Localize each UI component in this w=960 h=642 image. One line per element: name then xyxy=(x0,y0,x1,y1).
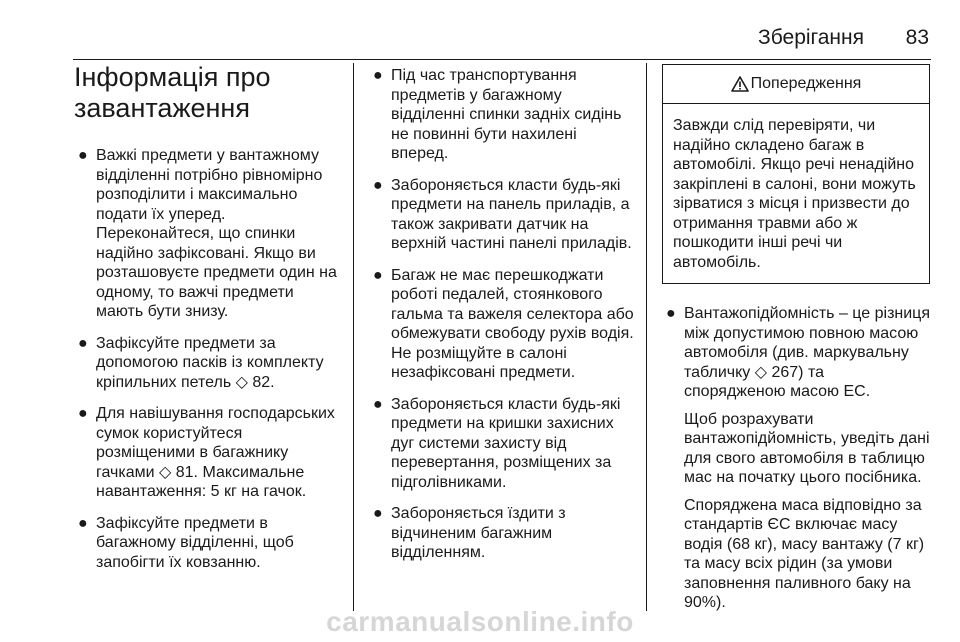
column-1 xyxy=(74,62,344,584)
list-item-text: Споряджена маса відповідно за стандартів ЄС включає масу водія (68 кг), масу вантажу (7 кг) та масу всіх рідин (за умови заповнення паливного баку на 90%). xyxy=(684,496,925,611)
warning-text: Завжди слід перевіряти, чи надійно складено багаж в автомобілі. Якщо речі ненадійно закріплені в салоні, вони можуть зірватися з місця і призвести до отримання травми або ж пошкодити інші речі чи автомобіль. xyxy=(673,117,916,271)
list-item-text: Під час транспортування предметів у багажному відділенні спинки задніх сидінь не повинні бути нахилені вперед. xyxy=(391,67,622,162)
list-item-text: Багаж не має перешкоджати роботі педалей, стоянкового гальма та важеля селектора або обмежувати свободу рухів водія. Не розміщуйте в салоні незафіксовані предмети. xyxy=(391,266,634,381)
list-item-text: Щоб розрахувати вантажопідйомність, уведіть дані для свого автомобіля в таблицю мас на початку цього посібника. xyxy=(684,410,930,486)
list-item xyxy=(369,504,637,563)
bullet-icon: ● xyxy=(78,147,88,164)
warning-header xyxy=(663,65,929,104)
column-divider-2 xyxy=(646,63,647,611)
watermark: carmanualsonline.info xyxy=(326,606,634,637)
bullet-list-2 xyxy=(369,66,637,563)
header-rule xyxy=(73,59,931,60)
list-item xyxy=(74,334,344,393)
bullet-icon: ● xyxy=(666,305,676,322)
list-item xyxy=(74,514,344,573)
bullet-icon: ● xyxy=(373,505,383,522)
section-title: Інформація про завантаження xyxy=(74,62,271,123)
page-header-section: Зберігання xyxy=(758,26,864,49)
list-item-text: Зафіксуйте предмети в багажному відділенні, щоб запобігти їх ковзанню. xyxy=(96,514,294,571)
column-2 xyxy=(369,66,637,575)
column-3 xyxy=(662,64,930,625)
page-number: 83 xyxy=(905,26,929,49)
list-item xyxy=(369,395,637,493)
bullet-icon: ● xyxy=(373,395,383,413)
list-item-text: Зафіксуйте предмети за допомогою пасків із комплекту кріпильних петель ◇ 82. xyxy=(96,334,324,391)
bullet-icon: ● xyxy=(78,514,88,532)
warning-title: Попередження xyxy=(750,75,862,92)
list-item xyxy=(369,66,637,164)
list-item xyxy=(74,146,344,322)
list-item-text: Забороняється класти будь-які предмети на кришки захисних дуг системи захисту від перевертання, розміщених за підголівниками. xyxy=(391,395,621,491)
bullet-icon: ● xyxy=(78,334,88,352)
list-item xyxy=(369,176,637,254)
list-item-text: Забороняється їздити з відчиненим багажним відділенням. xyxy=(391,505,566,561)
bullet-icon: ● xyxy=(373,266,383,284)
bullet-list-3 xyxy=(662,304,930,613)
warning-triangle-icon xyxy=(731,76,749,92)
list-item-text: Забороняється класти будь-які предмети на панель приладів, а також закривати датчик на верхній частині панелі приладів. xyxy=(391,176,632,252)
bullet-list-1 xyxy=(74,146,344,572)
list-item xyxy=(74,404,344,502)
warning-box xyxy=(662,64,930,284)
bullet-icon: ● xyxy=(373,176,383,194)
bullet-icon: ● xyxy=(373,67,383,84)
list-item xyxy=(369,266,637,383)
bullet-icon: ● xyxy=(78,405,88,422)
list-item xyxy=(662,304,930,613)
list-item-text: Для навішування господарських сумок користуйтеся розміщеними в багажнику гачками ◇ 81. Максимальне навантаження: 5 кг на гачок. xyxy=(96,405,335,500)
list-item-text: Важкі предмети у вантажному відділенні потрібно рівномірно розподілити і максимально подати їх уперед. Переконайтеся, що спинки надійно зафіксовані. Якщо ви розташовуєте предмети один на одному, то важчі предмети мають бути знизу. xyxy=(96,147,337,320)
list-item-text: Вантажопідйомність – це різниця між допустимою повною масою автомобіля (див. маркувальну табличку ◇ 267) та спорядженою масою ЕС. xyxy=(684,305,931,400)
column-divider-1 xyxy=(353,63,354,611)
